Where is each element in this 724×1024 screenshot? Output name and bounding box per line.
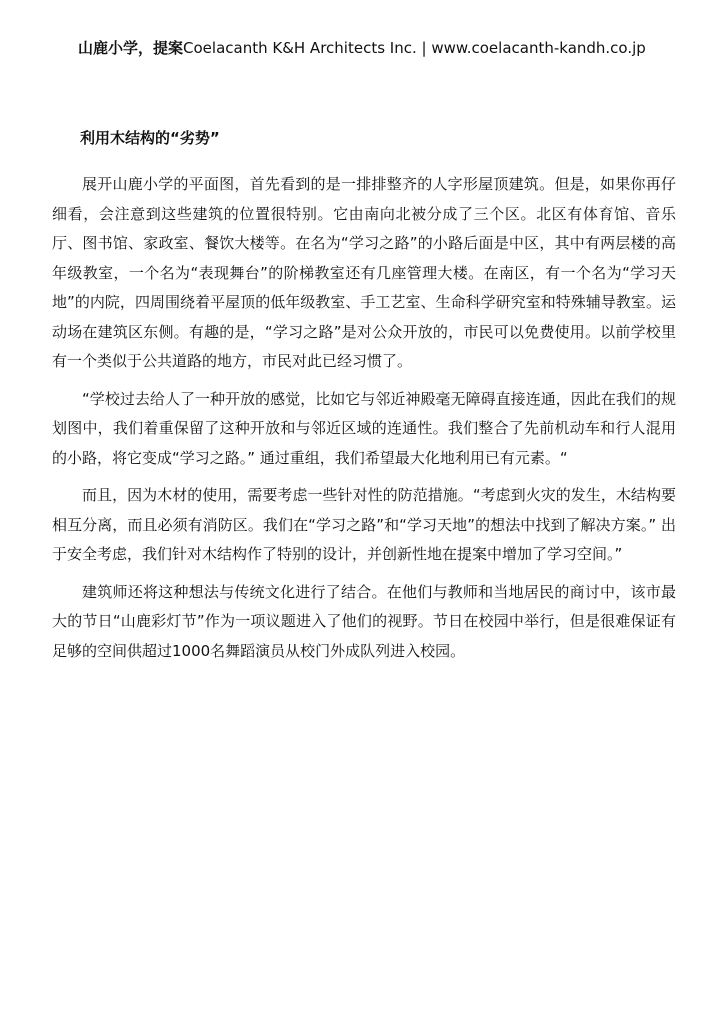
paragraph-3: 而且，因为木材的使用，需要考虑一些针对性的防范措施。“考虑到火灾的发生，木结构要相互分离，而且必须有消防区。我们在“学习之路”和“学习天地”的想法中找到了解决方案。” 出于安全考虑，我们针对木结构作了特别的设计，并创新性地在提案中增加了学习空间。” <box>52 486 676 563</box>
page-header <box>78 36 698 60</box>
paragraph-2: “学校过去给人了一种开放的感觉，比如它与邻近神殿毫无障碍直接连通，因此在我们的规划图中，我们着重保留了这种开放和与邻近区域的连通性。我们整合了先前机动车和行人混用的小路，将它变成“学习之路。” 通过重组，我们希望最大化地利用已有元素。“ <box>52 389 676 467</box>
section-heading: 利用木结构的“劣势” <box>80 129 220 147</box>
header-title: 山鹿小学，提案 <box>78 39 184 57</box>
paragraph-1: 展开山鹿小学的平面图，首先看到的是一排排整齐的人字形屋顶建筑。但是，如果你再仔细看，会注意到这些建筑的位置很特别。它由南向北被分成了三个区。北区有体育馆、音乐厅、图书馆、家政室、餐饮大楼等。在名为“学习之路”的小路后面是中区，其中有两层楼的高年级教室，一个名为“表现舞台”的阶梯教室还有几座管理大楼。在南区，有一个名为“学习天地”的内院，四周围绕着平屋顶的低年级教室、手工艺室、生命科学研究室和特殊辅导教室。运动场在建筑区东侧。有趣的是，“学习之路”是对公众开放的，市民可以免费使用。以前学校里有一个类似于公共道路的地方，市民对此已经习惯了。 <box>52 175 676 370</box>
article-body <box>52 170 676 674</box>
header-credit: Coelacanth K&H Architects Inc. | www.coelacanth-kandh.co.jp <box>183 39 646 57</box>
paragraph-4: 建筑师还将这种想法与传统文化进行了结合。在他们与教师和当地居民的商讨中，该市最大的节日“山鹿彩灯节”作为一项议题进入了他们的视野。节日在校园中举行，但是很难保证有足够的空间供超过1000名舞蹈演员从校门外成队列进入校园。 <box>52 582 676 660</box>
